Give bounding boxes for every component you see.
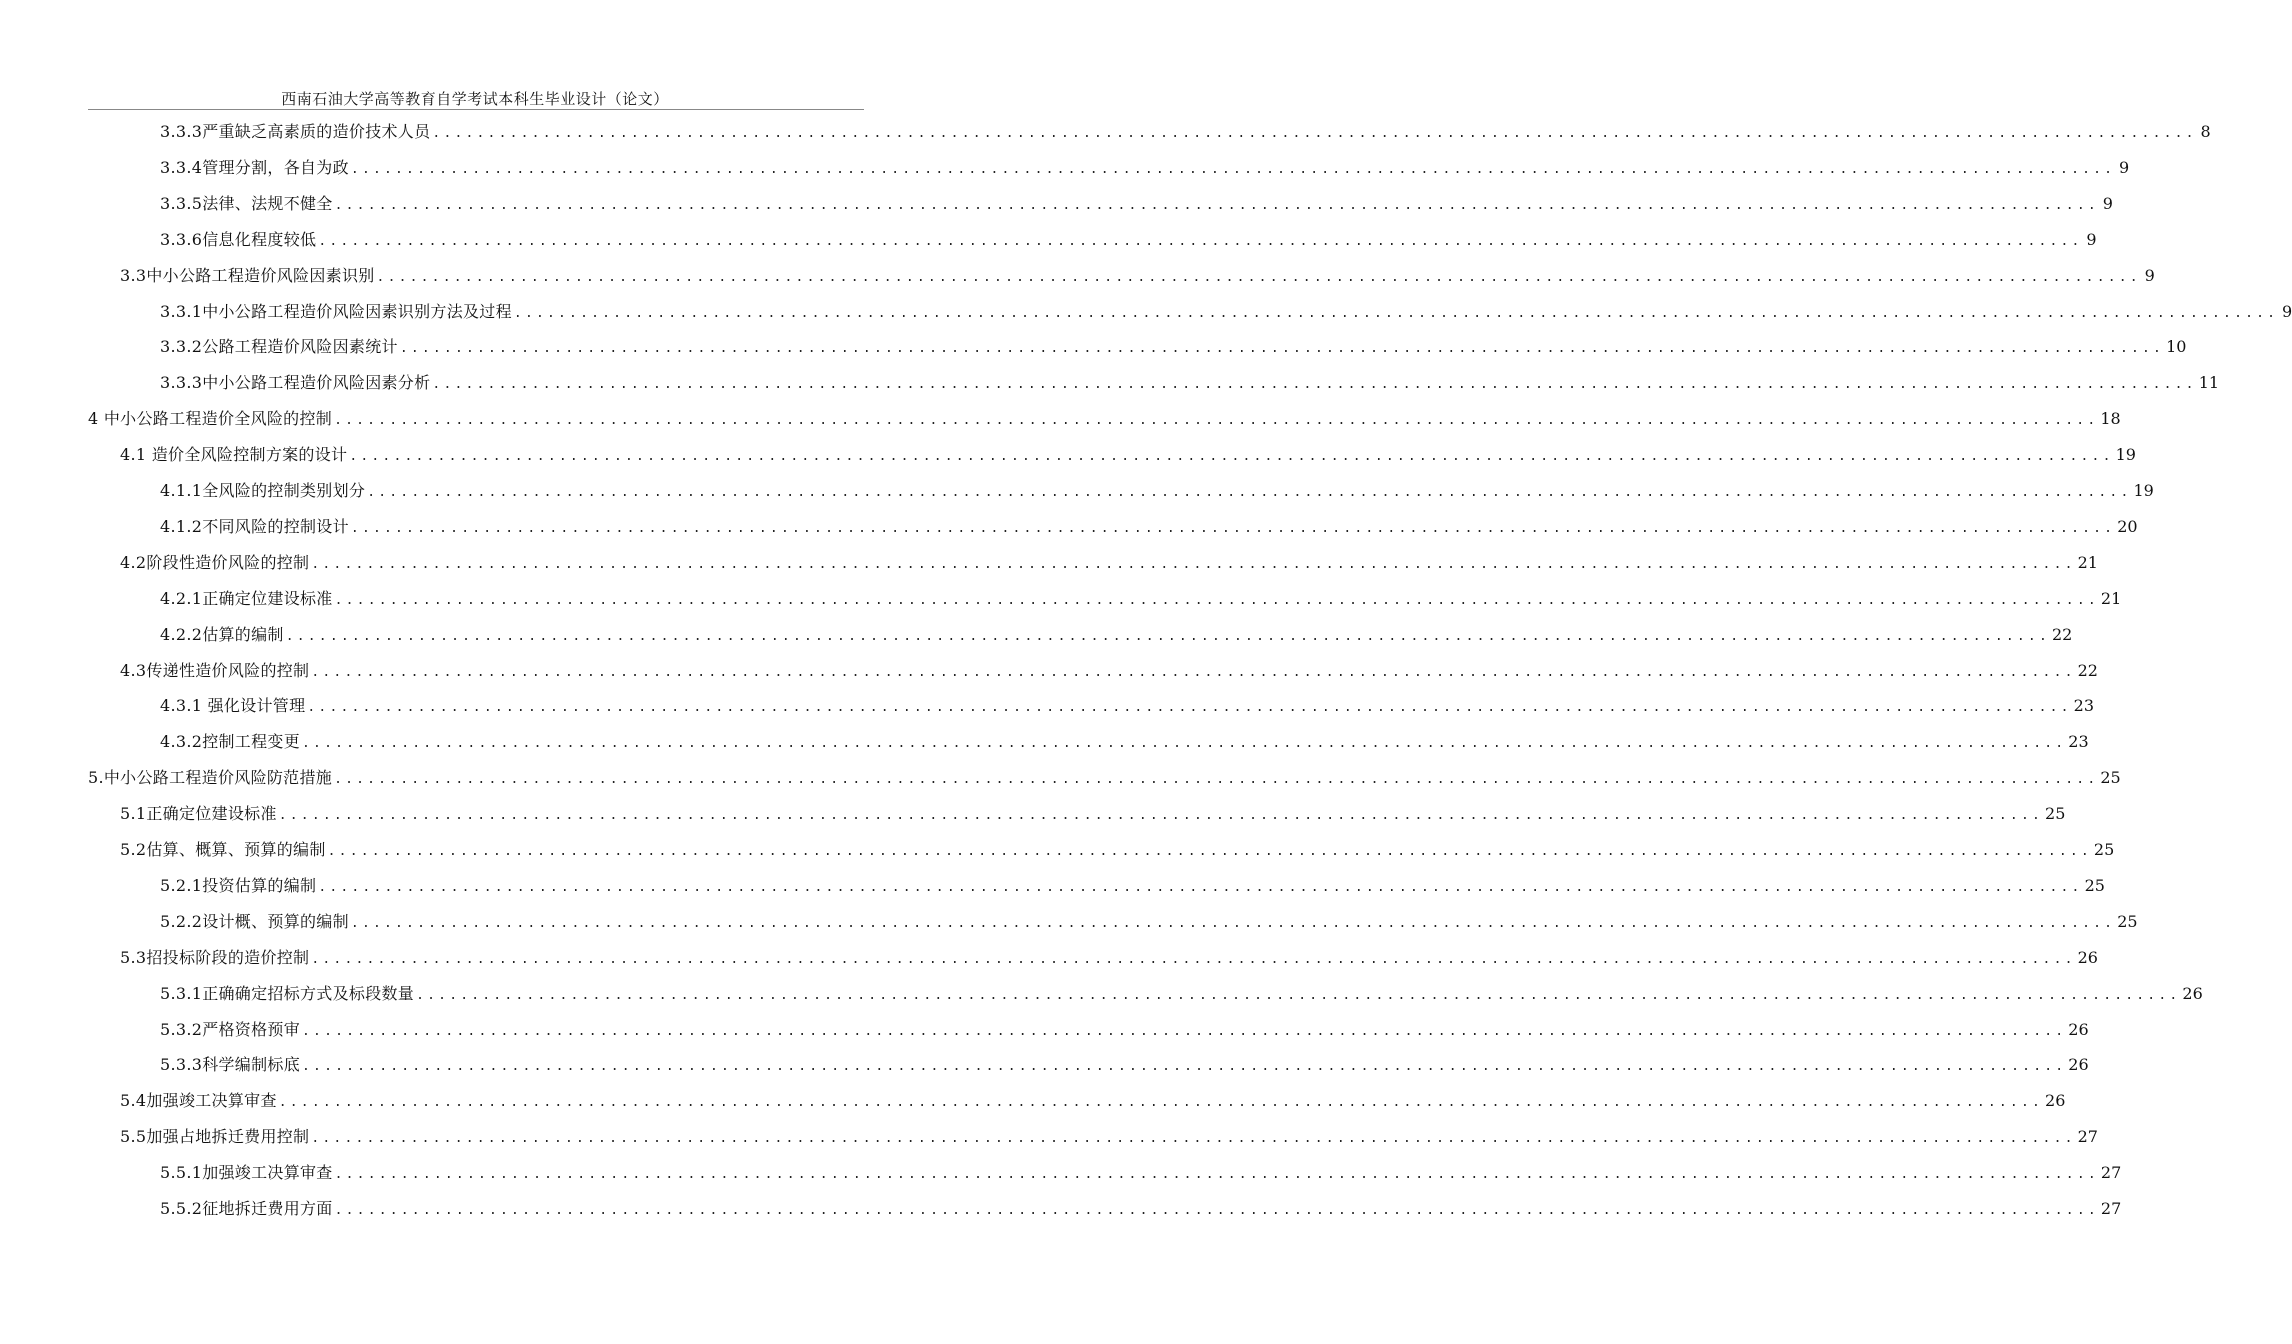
toc-entry[interactable] — [160, 1158, 2122, 1188]
toc-entry-label: 3.3.2公路工程造价风险因素统计 — [160, 337, 398, 357]
toc-dot-leader: ................................................................................................................................................................ — [302, 1023, 2067, 1039]
toc-entry[interactable] — [160, 1050, 2089, 1080]
toc-entry-page-number: 8 — [2200, 122, 2211, 141]
toc-entry-label: 4.1.2不同风险的控制设计 — [160, 516, 349, 536]
toc-dot-leader: ................................................................................................................................................................ — [311, 664, 2076, 680]
toc-entry[interactable] — [160, 871, 2105, 901]
toc-entry[interactable] — [160, 512, 2138, 542]
toc-entry[interactable] — [160, 189, 2113, 219]
toc-entry-label: 5.3.3科学编制标底 — [160, 1055, 301, 1075]
toc-entry-label: 5.2估算、概算、预算的编制 — [120, 840, 326, 859]
toc-entry[interactable] — [88, 404, 2121, 434]
toc-entry-label: 3.3.3严重缺乏高素质的造价技术人员 — [160, 122, 431, 141]
toc-entry[interactable] — [120, 656, 2098, 686]
toc-entry[interactable] — [88, 763, 2121, 793]
toc-entry-page-number: 26 — [2068, 1055, 2089, 1075]
toc-entry[interactable] — [120, 440, 2136, 470]
toc-entry-page-number: 19 — [2115, 445, 2136, 465]
toc-entry-label: 3.3中小公路工程造价风险因素识别 — [120, 265, 375, 285]
toc-entry-label: 4.3.1 强化设计管理 — [160, 696, 306, 716]
toc-entry-label: 5.3.2严格资格预审 — [160, 1019, 301, 1039]
toc-dot-leader: ................................................................................................................................................................ — [513, 305, 2279, 321]
toc-entry-page-number: 27 — [2100, 1199, 2122, 1218]
toc-entry[interactable] — [120, 835, 2115, 865]
toc-entry-page-number: 23 — [2073, 696, 2095, 716]
toc-entry[interactable] — [120, 799, 2066, 829]
toc-entry[interactable] — [120, 1122, 2098, 1152]
toc-entry-label: 5.4加强竣工决算审查 — [120, 1091, 277, 1111]
toc-entry-label: 5.中小公路工程造价风险防范措施 — [88, 768, 333, 788]
toc-entry-label: 3.3.5法律、法规不健全 — [160, 193, 333, 213]
toc-entry[interactable] — [160, 332, 2187, 362]
toc-entry-label: 4.2阶段性造价风险的控制 — [120, 552, 310, 572]
toc-entry-label: 5.2.1投资估算的编制 — [160, 875, 317, 895]
toc-entry[interactable] — [160, 153, 2130, 183]
toc-dot-leader: ................................................................................................................................................................ — [278, 808, 2044, 824]
toc-entry-label: 5.3.1正确确定招标方式及标段数量 — [160, 983, 415, 1003]
toc-entry-page-number: 22 — [2077, 660, 2098, 680]
toc-entry-page-number: 22 — [2051, 624, 2073, 644]
toc-entry[interactable] — [160, 1015, 2089, 1045]
toc-entry-label: 4.2.1正确定位建设标准 — [160, 588, 333, 608]
toc-entry[interactable] — [120, 943, 2098, 973]
toc-dot-leader: ................................................................................................................................................................ — [334, 772, 2099, 788]
toc-entry-page-number: 11 — [2198, 373, 2220, 393]
toc-dot-leader: ................................................................................................................................................................ — [318, 233, 2083, 249]
toc-entry-page-number: 25 — [2100, 768, 2121, 788]
toc-entry[interactable] — [120, 1086, 2066, 1116]
toc-dot-leader: ................................................................................................................................................................ — [311, 1131, 2076, 1147]
toc-entry-page-number: 9 — [2119, 157, 2130, 177]
toc-entry[interactable] — [120, 261, 2155, 291]
toc-entry-page-number: 25 — [2084, 875, 2105, 895]
toc-entry-label: 5.5加强占地拆迁费用控制 — [120, 1127, 310, 1147]
toc-entry[interactable] — [160, 1194, 2122, 1224]
toc-entry-page-number: 21 — [2100, 588, 2122, 608]
toc-dot-leader: ................................................................................................................................................................ — [349, 449, 2114, 465]
toc-entry-page-number: 25 — [2045, 804, 2066, 824]
toc-entry-label: 4.1.1全风险的控制类别划分 — [160, 481, 366, 500]
toc-dot-leader: ................................................................................................................................................................ — [367, 485, 2132, 500]
toc-entry-page-number: 26 — [2182, 983, 2203, 1003]
toc-entry-label: 4.3.2控制工程变更 — [160, 732, 301, 752]
page-header: 西南石油大学高等教育自学考试本科生毕业设计（论文） — [281, 90, 669, 108]
toc-entry-label: 3.3.6信息化程度较低 — [160, 229, 317, 249]
toc-dot-leader: ................................................................................................................................................................ — [334, 1203, 2099, 1218]
toc-entry-label: 3.3.3中小公路工程造价风险因素分析 — [160, 373, 431, 393]
toc-dot-leader: ................................................................................................................................................................ — [334, 197, 2099, 213]
header-rule — [88, 109, 864, 110]
toc-dot-leader: ................................................................................................................................................................ — [311, 556, 2076, 572]
toc-entry-label: 5.2.2设计概、预算的编制 — [160, 911, 349, 931]
toc-entry-label: 4 中小公路工程造价全风险的控制 — [88, 409, 333, 429]
toc-entry-label: 4.2.2估算的编制 — [160, 624, 284, 644]
toc-entry-label: 3.3.1中小公路工程造价风险因素识别方法及过程 — [160, 301, 512, 321]
toc-dot-leader: ................................................................................................................................................................ — [334, 413, 2099, 429]
toc-dot-leader: ................................................................................................................................................................ — [334, 1167, 2099, 1183]
toc-entry[interactable] — [160, 584, 2122, 614]
toc-entry-page-number: 18 — [2100, 409, 2121, 429]
toc-entry-label: 5.5.1加强竣工决算审查 — [160, 1163, 333, 1183]
toc-entry-label: 4.1 造价全风险控制方案的设计 — [120, 445, 348, 465]
toc-dot-leader: ................................................................................................................................................................ — [350, 915, 2116, 931]
toc-dot-leader: ................................................................................................................................................................ — [399, 341, 2165, 357]
toc-entry-label: 5.1正确定位建设标准 — [120, 804, 277, 824]
toc-dot-leader: ................................................................................................................................................................ — [432, 126, 2197, 141]
toc-entry[interactable] — [160, 225, 2097, 255]
toc-entry-page-number: 9 — [2102, 193, 2113, 213]
toc-entry-page-number: 19 — [2133, 481, 2154, 500]
toc-dot-leader: ................................................................................................................................................................ — [302, 736, 2067, 752]
toc-entry-page-number: 23 — [2068, 732, 2089, 752]
toc-entry[interactable] — [160, 691, 2095, 721]
toc-entry-label: 3.3.4管理分割，各自为政 — [160, 157, 349, 177]
toc-dot-leader: ................................................................................................................................................................ — [432, 377, 2197, 393]
toc-entry[interactable] — [160, 117, 2211, 147]
toc-dot-leader: ................................................................................................................................................................ — [302, 1059, 2067, 1075]
toc-entry[interactable] — [160, 979, 2203, 1009]
toc-entry-page-number: 27 — [2077, 1127, 2098, 1147]
toc-entry[interactable] — [160, 297, 2292, 327]
toc-entry-page-number: 9 — [2086, 229, 2097, 249]
toc-dot-leader: ................................................................................................................................................................ — [350, 520, 2116, 536]
toc-entry[interactable] — [120, 548, 2098, 578]
toc-dot-leader: ................................................................................................................................................................ — [350, 161, 2116, 177]
toc-entry-page-number: 9 — [2282, 301, 2292, 321]
toc-dot-leader: ................................................................................................................................................................ — [376, 269, 2141, 285]
toc-entry-page-number: 20 — [2117, 516, 2138, 536]
toc-entry-page-number: 26 — [2077, 947, 2098, 967]
toc-entry-page-number: 26 — [2068, 1019, 2089, 1039]
toc-dot-leader: ................................................................................................................................................................ — [416, 987, 2181, 1003]
toc-entry-page-number: 10 — [2166, 337, 2187, 357]
toc-dot-leader: ................................................................................................................................................................ — [318, 879, 2083, 895]
toc-entry[interactable] — [160, 368, 2220, 398]
toc-entry-page-number: 9 — [2144, 265, 2155, 285]
toc-entry-label: 5.5.2征地拆迁费用方面 — [160, 1199, 333, 1218]
toc-dot-leader: ................................................................................................................................................................ — [327, 844, 2092, 859]
toc-dot-leader: ................................................................................................................................................................ — [285, 628, 2050, 644]
toc-dot-leader: ................................................................................................................................................................ — [278, 1095, 2044, 1111]
toc-entry-label: 5.3招投标阶段的造价控制 — [120, 947, 310, 967]
toc-entry-page-number: 21 — [2077, 552, 2098, 572]
toc-entry[interactable] — [160, 727, 2089, 757]
toc-entry-page-number: 25 — [2093, 840, 2115, 859]
toc-dot-leader: ................................................................................................................................................................ — [334, 592, 2099, 608]
toc-dot-leader: ................................................................................................................................................................ — [311, 951, 2076, 967]
toc-entry-label: 4.3传递性造价风险的控制 — [120, 660, 310, 680]
toc-entry[interactable] — [160, 620, 2073, 650]
toc-entry-page-number: 25 — [2117, 911, 2138, 931]
toc-entry[interactable] — [160, 476, 2154, 506]
toc-entry-page-number: 26 — [2045, 1091, 2066, 1111]
toc-dot-leader: ................................................................................................................................................................ — [307, 700, 2072, 716]
toc-entry[interactable] — [160, 907, 2138, 937]
toc-entry-page-number: 27 — [2100, 1163, 2122, 1183]
